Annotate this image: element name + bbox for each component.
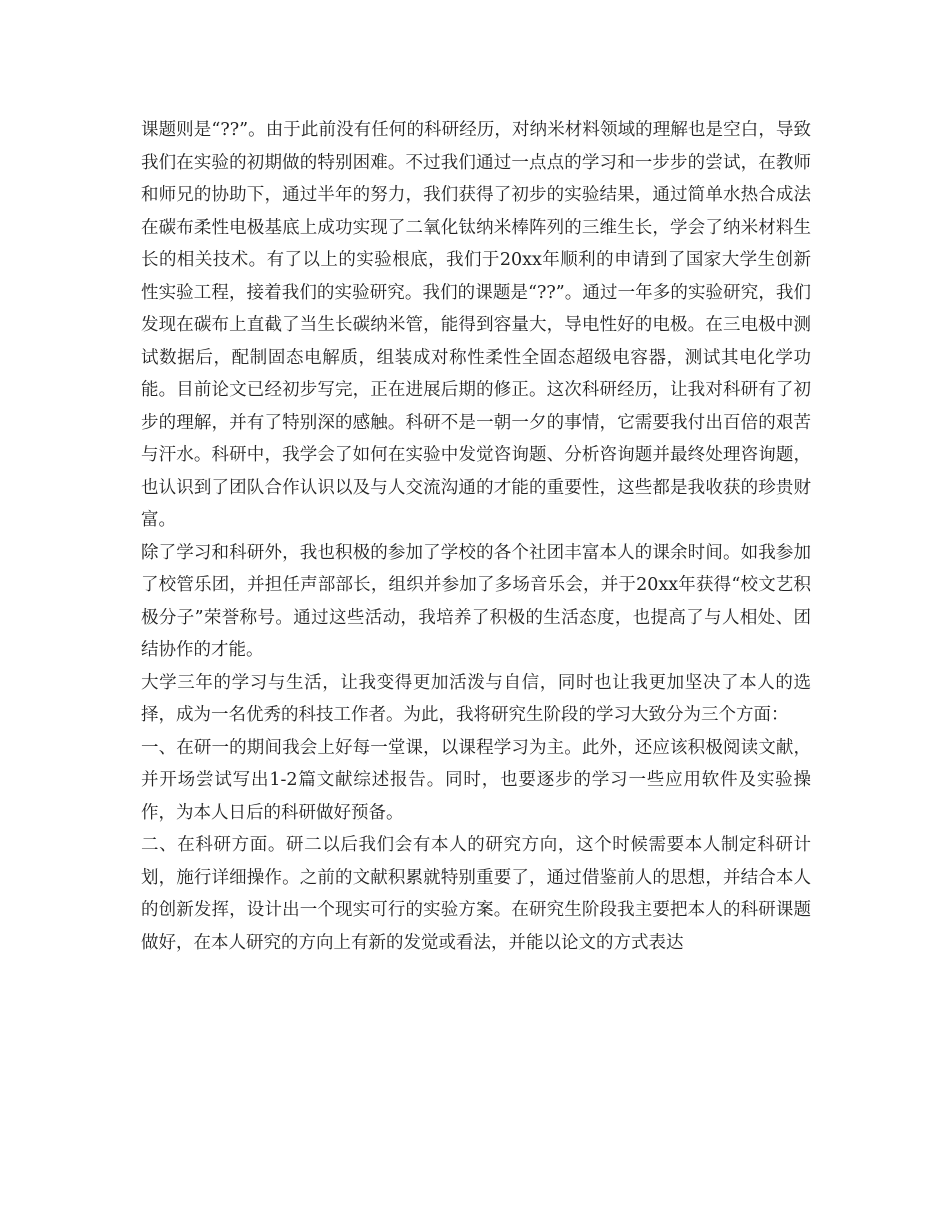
paragraph-graduate-plan-intro: 大学三年的学习与生活，让我变得更加活泼与自信，同时也让我更加坚决了本人的选择，成为一名优秀的科技工作者。为此，我将研究生阶段的学习大致分为三个方面： bbox=[141, 672, 811, 725]
paragraph-plan-first-year: 一、在研一的期间我会上好每一堂课，以课程学习为主。此外，还应该积极阅读文献，并开场尝试写出1-2篇文献综述报告。同时，也要逐步的学习一些应用软件及实验操作，为本人日后的科研做好预备。 bbox=[141, 737, 811, 823]
document-body bbox=[141, 114, 811, 959]
paragraph-research-experience: 课题则是“??”。由于此前没有任何的科研经历，对纳米材料领域的理解也是空白，导致我们在实验的初期做的特别困难。不过我们通过一点点的学习和一步步的尝试，在教师和师兄的协助下，通过半年的努力，我们获得了初步的实验结果，通过简单水热合成法在碳布柔性电极基底上成功实现了二氧化钛纳米棒阵列的三维生长，学会了纳米材料生长的相关技术。有了以上的实验根底，我们于20xx年顺利的申请到了国家大学生创新性实验工程，接着我们的实验研究。我们的课题是“??”。通过一年多的实验研究，我们发现在碳布上直截了当生长碳纳米管，能得到容量大，导电性好的电极。在三电极中测试数据后，配制固态电解质，组装成对称性柔性全固态超级电容器，测试其电化学功能。目前论文已经初步写完，正在进展后期的修正。这次科研经历，让我对科研有了初步的理解，并有了特别深的感触。科研不是一朝一夕的事情，它需要我付出百倍的艰苦与汗水。科研中，我学会了如何在实验中发觉咨询题、分析咨询题并最终处理咨询题，也认识到了团队合作认识以及与人交流沟通的才能的重要性，这些都是我收获的珍贵财富。 bbox=[141, 120, 811, 530]
paragraph-plan-research: 二、在科研方面。研二以后我们会有本人的研究方向，这个时候需要本人制定科研计划，施行详细操作。之前的文献积累就特别重要了，通过借鉴前人的思想，并结合本人的创新发挥，设计出一个现实可行的实验方案。在研究生阶段我主要把本人的科研课题做好，在本人研究的方向上有新的发觉或看法，并能以论文的方式表达 bbox=[141, 835, 811, 953]
paragraph-club-activities: 除了学习和科研外，我也积极的参加了学校的各个社团丰富本人的课余时间。如我参加了校管乐团，并担任声部部长，组织并参加了多场音乐会，并于20xx年获得“校文艺积极分子”荣誉称号。通过这些活动，我培养了积极的生活态度，也提高了与人相处、团结协作的才能。 bbox=[141, 542, 811, 660]
